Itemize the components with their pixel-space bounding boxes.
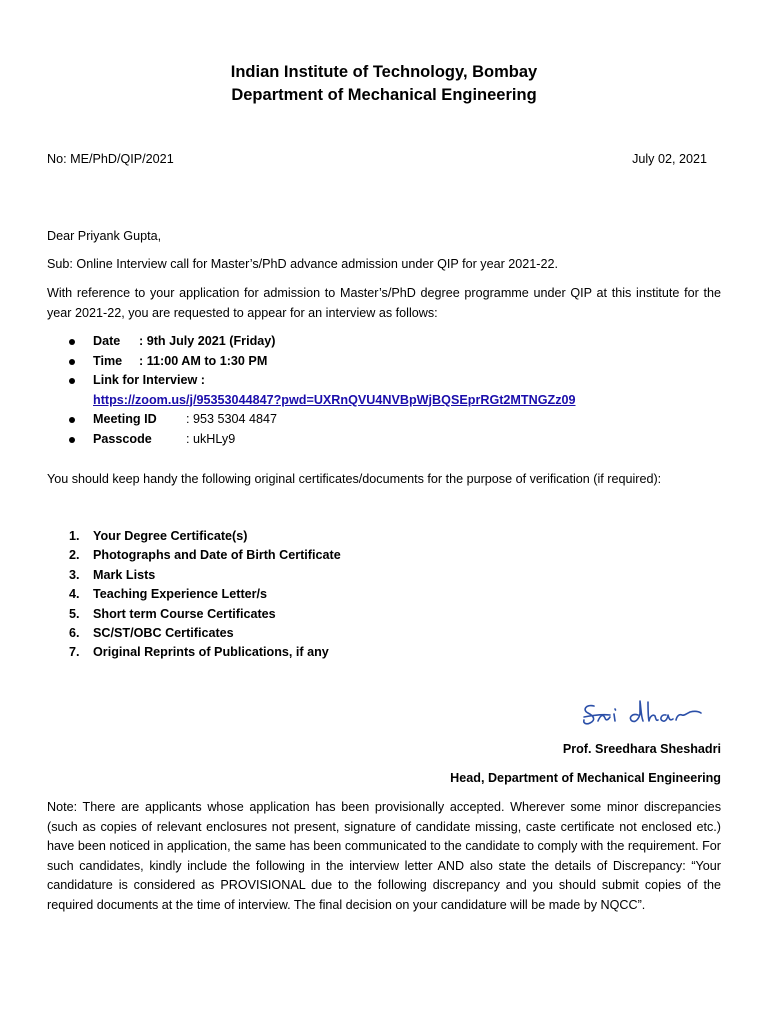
list-item xyxy=(47,410,721,430)
signatory-name: Prof. Sreedhara Sheshadri xyxy=(562,742,721,756)
signature-stroke xyxy=(584,715,610,717)
document-label: Mark Lists xyxy=(93,567,156,582)
signature-stroke xyxy=(661,715,673,721)
list-number: 6. xyxy=(69,625,80,640)
signatory-title: Head, Department of Mechanical Engineering xyxy=(450,771,721,785)
handwritten-signature xyxy=(580,696,705,732)
signature-stroke xyxy=(676,711,701,720)
passcode-label: Passcode xyxy=(93,431,152,446)
letter-date: July 02, 2021 xyxy=(632,152,707,166)
department-name: Department of Mechanical Engineering xyxy=(231,86,537,104)
list-number: 3. xyxy=(69,567,80,582)
document-label: SC/ST/OBC Certificates xyxy=(93,625,234,640)
intro-paragraph: With reference to your application for admission to Master’s/PhD degree programme under QIP at this institute for the year 2021-22, you are requested to appear for an interview as follows: xyxy=(47,286,721,320)
signature-stroke xyxy=(584,706,594,724)
list-number: 1. xyxy=(69,529,80,543)
passcode-value: : ukHLy9 xyxy=(186,431,236,446)
list-item xyxy=(47,430,721,450)
list-item xyxy=(47,643,341,662)
institute-name: Indian Institute of Technology, Bombay xyxy=(230,63,538,81)
document-label: Your Degree Certificate(s) xyxy=(93,529,248,543)
document-label: Original Reprints of Publications, if any xyxy=(93,645,329,660)
bullet-icon xyxy=(69,339,75,345)
bullet-icon xyxy=(69,437,75,443)
zoom-link[interactable]: https://zoom.us/j/95353044847?pwd=UXRnQVU4NVBpWjBQSEprRGt2MTNGZz09 xyxy=(93,392,576,407)
interview-details-list xyxy=(47,332,721,449)
signature-stroke xyxy=(615,709,616,710)
link-label: Link for Interview : xyxy=(93,373,205,387)
reference-number: No: ME/PhD/QIP/2021 xyxy=(47,152,174,166)
documents-list xyxy=(47,527,341,663)
list-item xyxy=(47,332,721,352)
bullet-icon xyxy=(69,359,75,365)
subject-line: Sub: Online Interview call for Master’s/PhD advance admission under QIP for year 2021-22. xyxy=(47,257,559,271)
documents-intro: You should keep handy the following original certificates/documents for the purpose of verification (if required): xyxy=(47,472,662,486)
date-value: : 9th July 2021 (Friday) xyxy=(139,334,276,348)
list-number: 2. xyxy=(69,548,80,563)
letterhead xyxy=(0,61,768,107)
time-label: Time xyxy=(93,353,123,368)
list-item xyxy=(47,546,341,565)
list-number: 4. xyxy=(69,587,80,602)
signature-stroke xyxy=(598,715,610,721)
list-item xyxy=(47,566,341,585)
salutation: Dear Priyank Gupta, xyxy=(47,229,162,243)
reference-line xyxy=(47,150,707,170)
list-item xyxy=(47,605,341,624)
bullet-icon xyxy=(69,378,75,384)
document-label: Photographs and Date of Birth Certificate xyxy=(93,548,341,563)
list-item xyxy=(47,527,341,546)
note-paragraph: Note: There are applicants whose application has been provisionally accepted. Wherever some minor discrepancies (such as copies of relevant enclosures not present, signature of candidate missing, caste certificate not enclosed etc.) have been noticed in application, the same has been communicated to the candidate to comply with the requirement. For such candidates, kindly include the following in the interview letter AND also state the details of Discrepancy: “Your candidature is considered as PROVISIONAL due to the following discrepancy and you should submit copies of the required documents at the time of interview. The final decision on your candidature will be made by NQCC”. xyxy=(47,800,721,912)
list-number: 7. xyxy=(69,645,80,660)
signature-stroke xyxy=(614,714,615,721)
meeting-id-value: : 953 5304 4847 xyxy=(186,412,278,426)
signature-stroke xyxy=(648,702,658,721)
document-label: Short term Course Certificates xyxy=(93,606,276,621)
date-label: Date xyxy=(93,334,121,348)
list-item xyxy=(47,352,721,372)
list-item xyxy=(47,371,721,410)
list-item xyxy=(47,624,341,643)
bullet-icon xyxy=(69,417,75,423)
time-value: : 11:00 AM to 1:30 PM xyxy=(139,353,268,368)
list-item xyxy=(47,585,341,604)
meeting-id-label: Meeting ID xyxy=(93,412,157,426)
document-label: Teaching Experience Letter/s xyxy=(93,587,268,602)
signature-stroke xyxy=(630,701,643,721)
list-number: 5. xyxy=(69,606,80,621)
